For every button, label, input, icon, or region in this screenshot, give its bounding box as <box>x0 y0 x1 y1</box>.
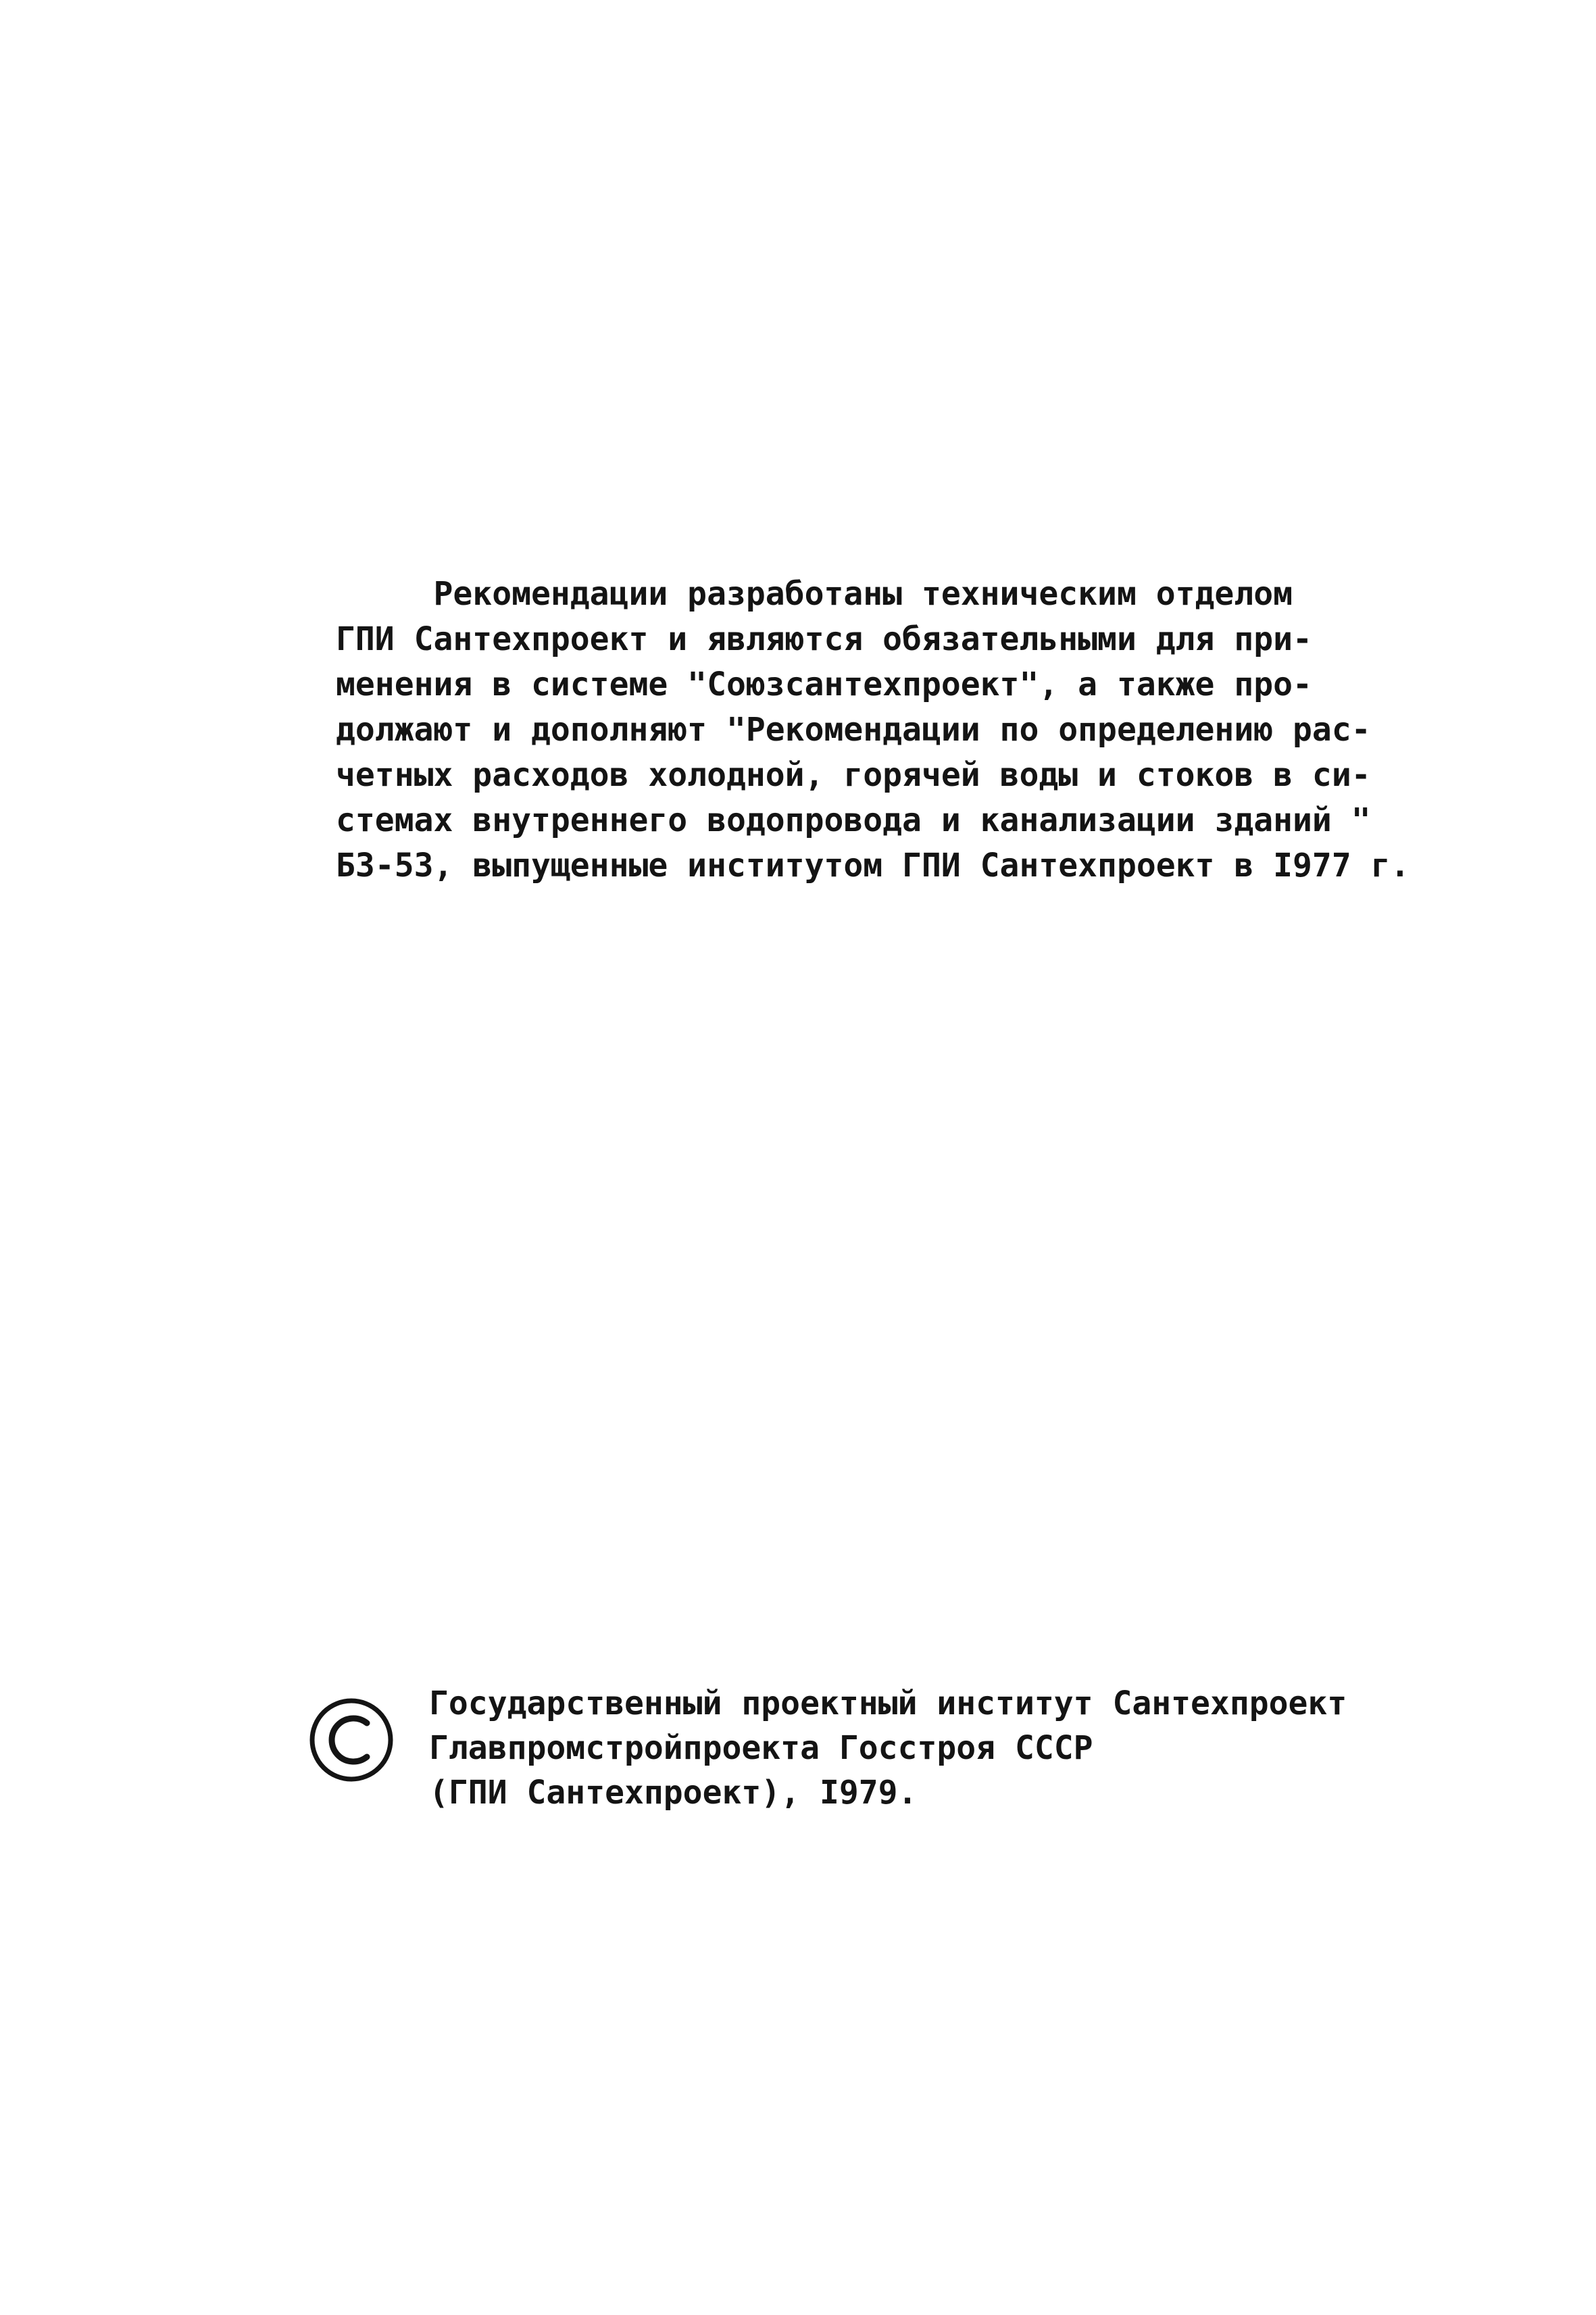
publisher-imprint <box>429 1681 1347 1815</box>
copyright-icon <box>307 1696 395 1784</box>
copyright-block <box>307 1681 1347 1850</box>
imprint-line: (ГПИ Сантехпроект), I979. <box>429 1774 918 1812</box>
paragraph-line: Рекомендации разработаны техническим отделом <box>336 575 1293 613</box>
paragraph-line: стемах внутреннего водопровода и канализации зданий " <box>336 801 1371 839</box>
paragraph-line: менения в системе "Союзсантехпроект", а также про- <box>336 666 1312 703</box>
paragraph-line: должают и дополняют "Рекомендации по определению рас- <box>336 711 1371 749</box>
paragraph-line: ГПИ Сантехпроект и являются обязательными для при- <box>336 620 1312 658</box>
paragraph-line: четных расходов холодной, горячей воды и стоков в си- <box>336 756 1371 794</box>
imprint-line: Главпромстройпроекта Госстроя СССР <box>429 1729 1093 1767</box>
recommendations-paragraph <box>336 572 1410 889</box>
imprint-line: Государственный проектный институт Сантехпроект <box>429 1685 1347 1722</box>
paragraph-line: Б3-53, выпущенные институтом ГПИ Сантехпроект в I977 г. <box>336 847 1410 885</box>
